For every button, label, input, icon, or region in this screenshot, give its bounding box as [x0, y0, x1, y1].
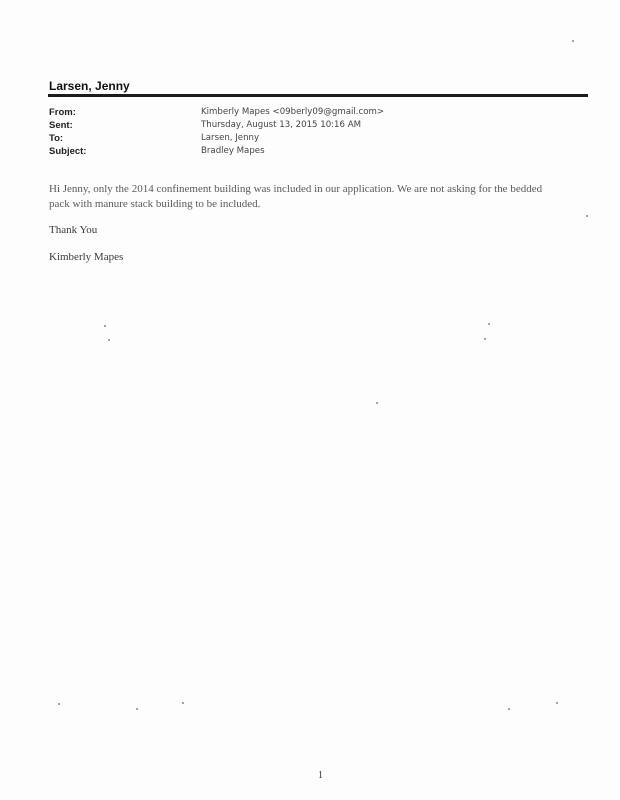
sent-label: Sent: — [49, 120, 73, 131]
page-number: 1 — [318, 770, 323, 781]
message-paragraph: Hi Jenny, only the 2014 confinement building was included in our application. We are not asking for the bedded pack with manure stack building to be included. — [49, 183, 543, 210]
to-label: To: — [49, 133, 64, 144]
scan-speck — [484, 338, 486, 340]
scan-speck — [136, 708, 138, 710]
to-value: Larsen, Jenny — [201, 133, 260, 143]
scan-speck — [58, 703, 60, 705]
sent-value: Thursday, August 13, 2015 10:16 AM — [201, 120, 362, 130]
scan-speck — [104, 325, 106, 327]
subject-label: Subject: — [49, 146, 87, 157]
scan-speck — [182, 702, 184, 704]
scan-speck — [572, 40, 574, 42]
scan-speck — [556, 702, 558, 704]
subject-value: Bradley Mapes — [201, 146, 265, 156]
message-closing: Thank You — [49, 224, 98, 236]
from-label: From: — [49, 107, 76, 118]
scan-speck — [586, 215, 588, 217]
scan-speck — [508, 708, 510, 710]
message-signature: Kimberly Mapes — [49, 251, 124, 263]
scan-speck — [108, 339, 110, 341]
from-value: Kimberly Mapes <09berly09@gmail.com> — [201, 107, 385, 117]
header-divider — [48, 94, 588, 97]
mailbox-owner-name: Larsen, Jenny — [49, 79, 130, 93]
scan-speck — [488, 323, 490, 325]
scan-speck — [376, 402, 378, 404]
